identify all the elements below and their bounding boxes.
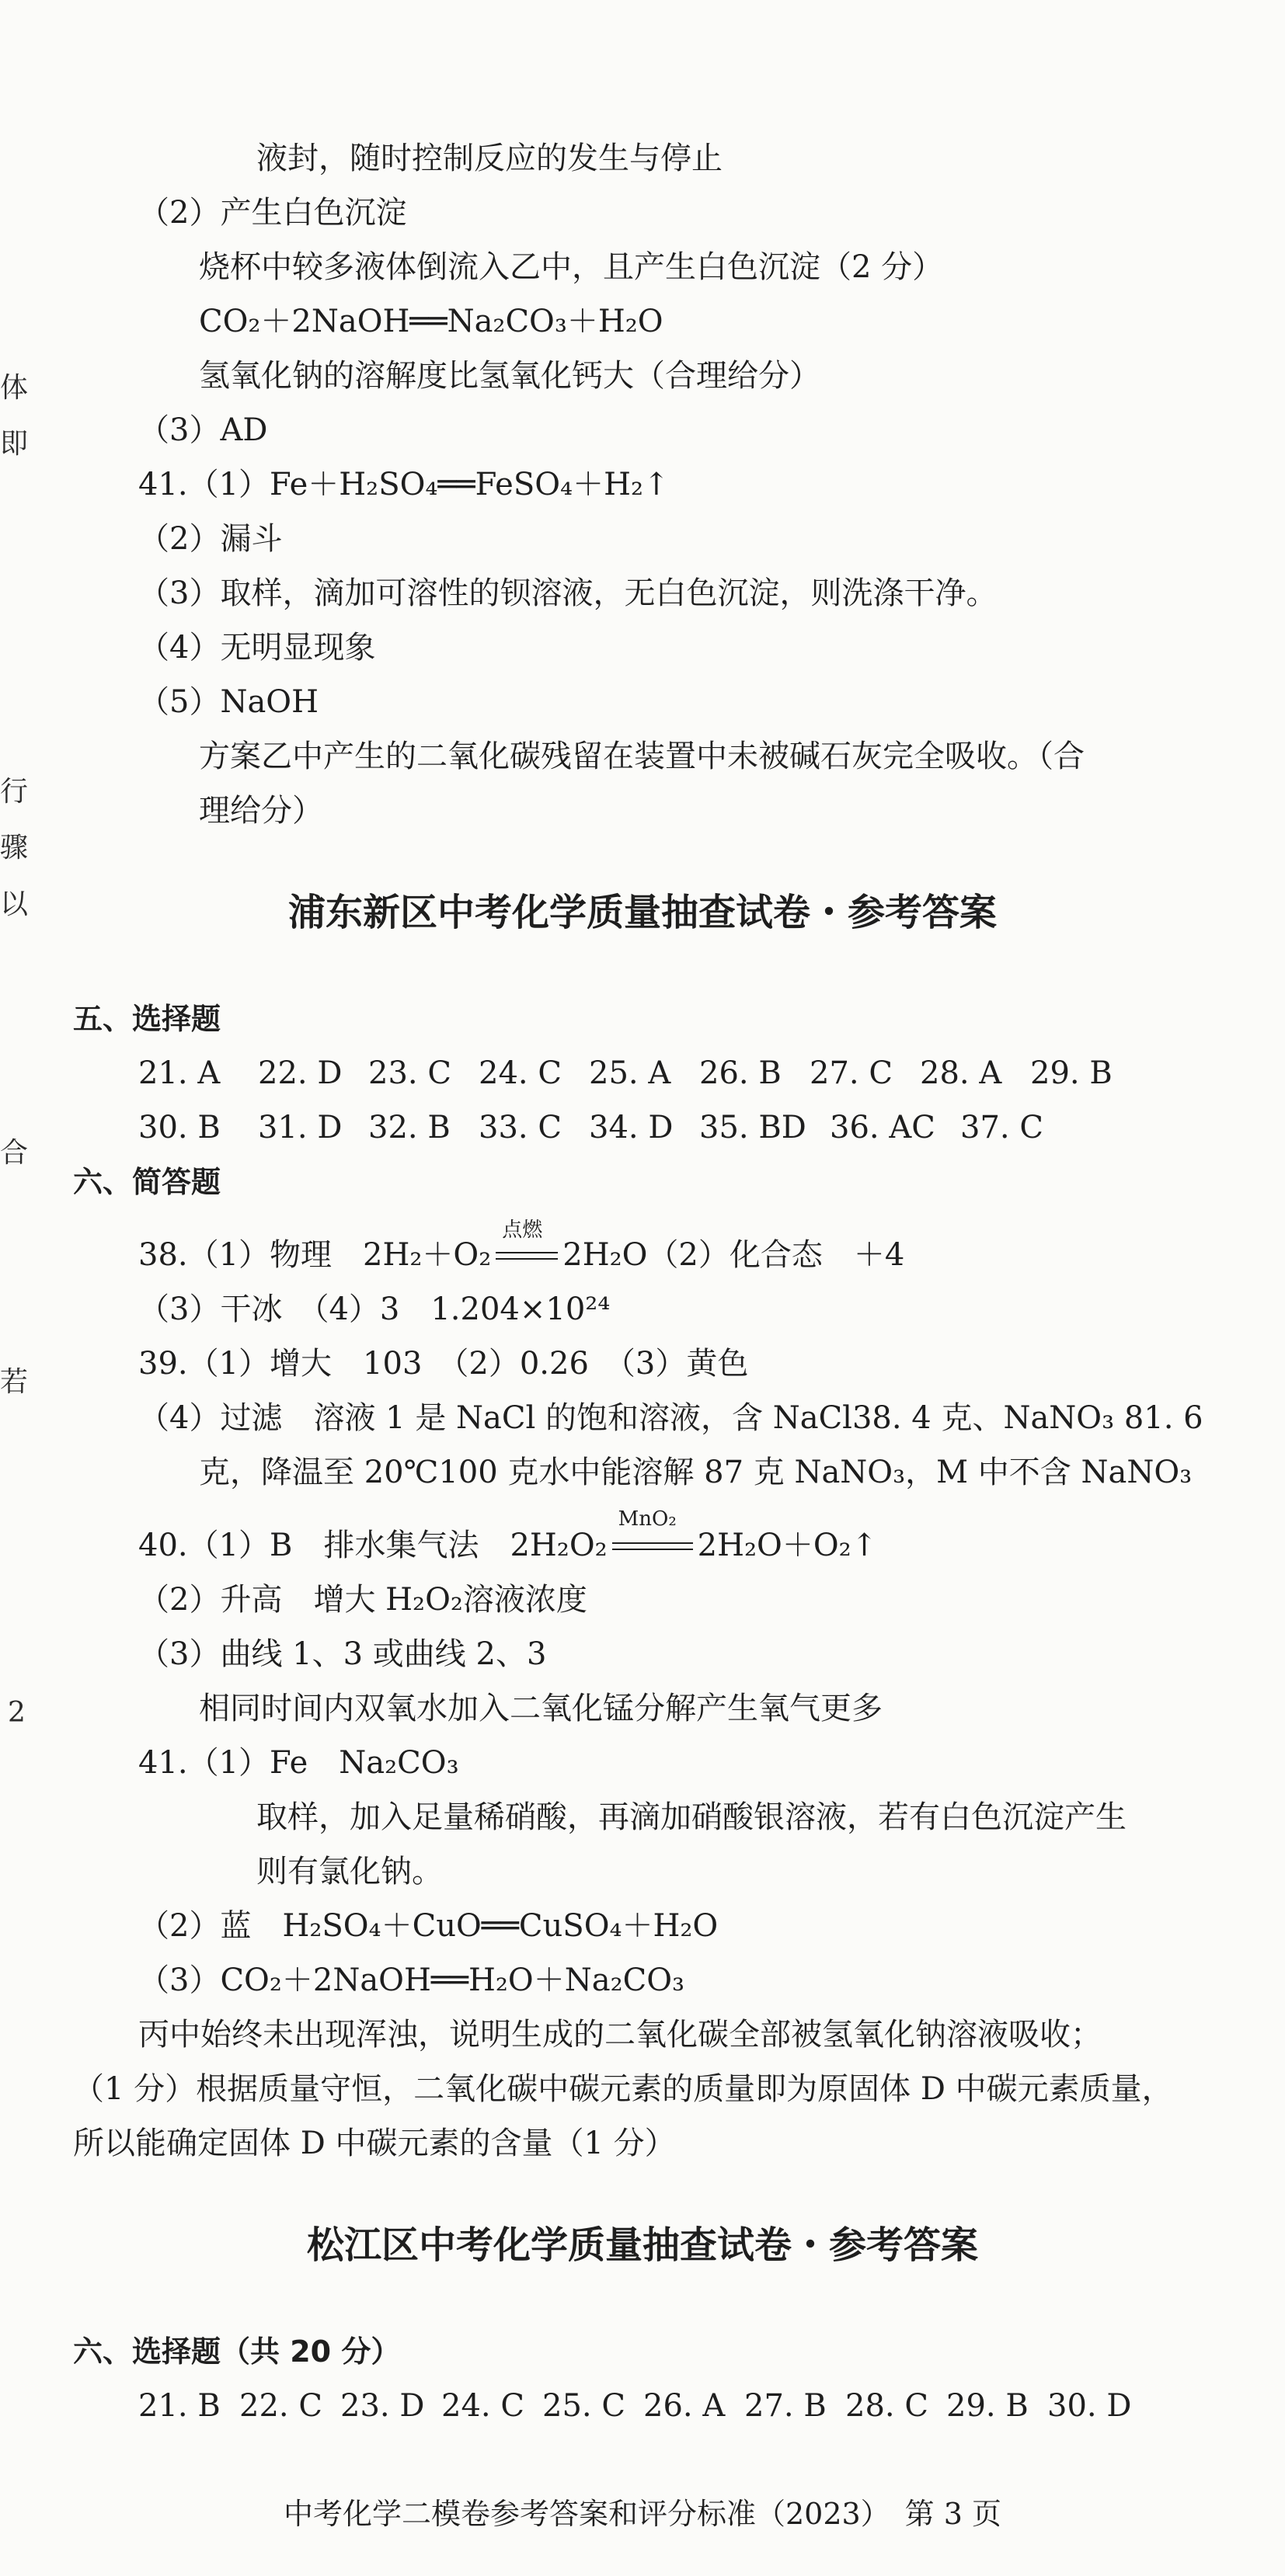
answer-line-q40 <box>138 1507 878 1564</box>
answer-item: 34. D <box>589 1110 674 1145</box>
answer-line: （1 分）根据质量守恒，二氧化碳中碳元素的质量即为原固体 D 中碳元素质量， <box>73 2071 1173 2107</box>
margin-char: 体 <box>0 372 29 404</box>
answer-item: 28. C <box>845 2388 928 2424</box>
answer-item: 25. A <box>589 1055 671 1091</box>
answer-line-q38 <box>138 1218 905 1274</box>
answer-item: 30. D <box>1047 2388 1132 2424</box>
section-heading-choice: 五、选择题 <box>73 1002 221 1036</box>
answer-item: 31. D <box>258 1110 343 1145</box>
answer-line: 烧杯中较多液体倒流入乙中，且产生白色沉淀（2 分） <box>199 249 944 285</box>
margin-char: 2 <box>8 1697 26 1729</box>
margin-char: 行 <box>0 776 29 808</box>
answer-item: 35. BD <box>699 1110 806 1145</box>
answer-item: 33. C <box>479 1110 562 1145</box>
answer-line: （4）无明显现象 <box>138 630 376 666</box>
answer-line: 41.（1）Fe＋H₂SO₄══FeSO₄＋H₂↑ <box>138 467 670 502</box>
answer-line: 丙中始终未出现浑浊，说明生成的二氧化碳全部被氢氧化钠溶液吸收； <box>138 2017 1102 2053</box>
answer-line: （2）蓝 H₂SO₄＋CuO══CuSO₄＋H₂O <box>138 1908 719 1944</box>
answer-item: 21. A <box>138 1055 221 1091</box>
equals-bar <box>612 1542 693 1550</box>
answer-line: （5）NaOH <box>138 684 319 720</box>
answer-item: 27. C <box>810 1055 893 1091</box>
margin-char: 即 <box>0 428 29 460</box>
answer-item: 28. A <box>920 1055 1002 1091</box>
answer-line: CO₂＋2NaOH══Na₂CO₃＋H₂O <box>199 304 663 339</box>
margin-char: 以 <box>0 888 29 920</box>
answer-line: 相同时间内双氧水加入二氧化锰分解产生氧气更多 <box>199 1691 883 1726</box>
answer-line: 41.（1）Fe Na₂CO₃ <box>138 1745 459 1781</box>
answer-line: 氢氧化钠的溶解度比氢氧化钙大（合理给分） <box>199 358 820 394</box>
page-footer: 中考化学二模卷参考答案和评分标准（2023） 第 3 页 <box>283 2497 1002 2531</box>
section-heading-short-answer: 六、简答题 <box>73 1165 221 1199</box>
answer-item: 21. B <box>138 2388 221 2424</box>
answer-line: 39.（1）增大 103 （2）0.26 （3）黄色 <box>138 1346 749 1382</box>
answer-item: 32. B <box>368 1110 451 1145</box>
equation-left: 38.（1）物理 2H₂＋O₂ <box>138 1237 492 1273</box>
answer-item: 22. C <box>239 2388 322 2424</box>
answer-line: （3）曲线 1、3 或曲线 2、3 <box>138 1636 547 1672</box>
answer-item: 26. B <box>699 1055 782 1091</box>
answer-item: 29. B <box>1030 1055 1113 1091</box>
answer-item: 26. A <box>643 2388 726 2424</box>
answer-line: 所以能确定固体 D 中碳元素的含量（1 分） <box>73 2126 676 2161</box>
reaction-arrow <box>491 1218 562 1274</box>
margin-char: 合 <box>0 1137 29 1169</box>
answer-row <box>138 2387 1131 2425</box>
answer-item: 30. B <box>138 1110 221 1145</box>
equation-right: 2H₂O＋O₂↑ <box>697 1528 878 1563</box>
answer-line: （2）产生白色沉淀 <box>138 195 407 231</box>
section-title-pudong: 浦东新区中考化学质量抽查试卷・参考答案 <box>287 891 997 934</box>
answer-row <box>138 1055 1113 1092</box>
section-title-songjiang: 松江区中考化学质量抽查试卷・参考答案 <box>306 2223 978 2267</box>
margin-char: 骤 <box>0 832 29 864</box>
reaction-arrow <box>608 1507 698 1564</box>
answer-line: （3）CO₂＋2NaOH══H₂O＋Na₂CO₃ <box>138 1962 685 1998</box>
answer-item: 23. C <box>368 1055 451 1091</box>
equation-right: 2H₂O（2）化合态 ＋4 <box>562 1237 905 1273</box>
answer-row <box>138 1109 1043 1146</box>
answer-item: 27. B <box>744 2388 827 2424</box>
answer-line: （2）漏斗 <box>138 521 283 557</box>
answer-line: 则有氯化钠。 <box>256 1854 443 1889</box>
answer-line: （3）取样，滴加可溶性的钡溶液，无白色沉淀，则洗涤干净。 <box>138 575 998 611</box>
answer-line: 液封，随时控制反应的发生与停止 <box>256 141 723 176</box>
equation-left: 40.（1）B 排水集气法 2H₂O₂ <box>138 1528 608 1563</box>
answer-item: 23. D <box>340 2388 425 2424</box>
answer-item: 22. D <box>258 1055 343 1091</box>
margin-char: 若 <box>0 1366 29 1398</box>
answer-line: （4）过滤 溶液 1 是 NaCl 的饱和溶液，含 NaCl38. 4 克、NaNO₃ 81. 6 <box>138 1400 1203 1436</box>
answer-item: 37. C <box>960 1110 1043 1145</box>
answer-item: 24. C <box>479 1055 562 1091</box>
answer-line: 取样，加入足量稀硝酸，再滴加硝酸银溶液，若有白色沉淀产生 <box>256 1799 1127 1835</box>
answer-item: 25. C <box>542 2388 625 2424</box>
answer-item: 24. C <box>441 2388 524 2424</box>
answer-line: 克，降温至 20℃100 克水中能溶解 87 克 NaNO₃，M 中不含 NaNO₃ <box>199 1455 1193 1490</box>
answer-line: 理给分） <box>199 793 323 829</box>
section-heading-choice: 六、选择题（共 20 分） <box>73 2334 401 2369</box>
answer-line: （2）升高 增大 H₂O₂溶液浓度 <box>138 1582 587 1618</box>
answer-item: 29. B <box>946 2388 1029 2424</box>
reaction-condition: 点燃 <box>502 1218 543 1242</box>
answer-line: （3）AD <box>138 412 268 448</box>
reaction-condition: MnO₂ <box>618 1507 677 1531</box>
equals-bar <box>496 1252 558 1260</box>
answer-line: （3）干冰 （4）3 1.204×10²⁴ <box>138 1291 611 1327</box>
answer-item: 36. AC <box>830 1110 935 1145</box>
answer-line: 方案乙中产生的二氧化碳残留在装置中未被碱石灰完全吸收。（合 <box>199 739 1085 774</box>
